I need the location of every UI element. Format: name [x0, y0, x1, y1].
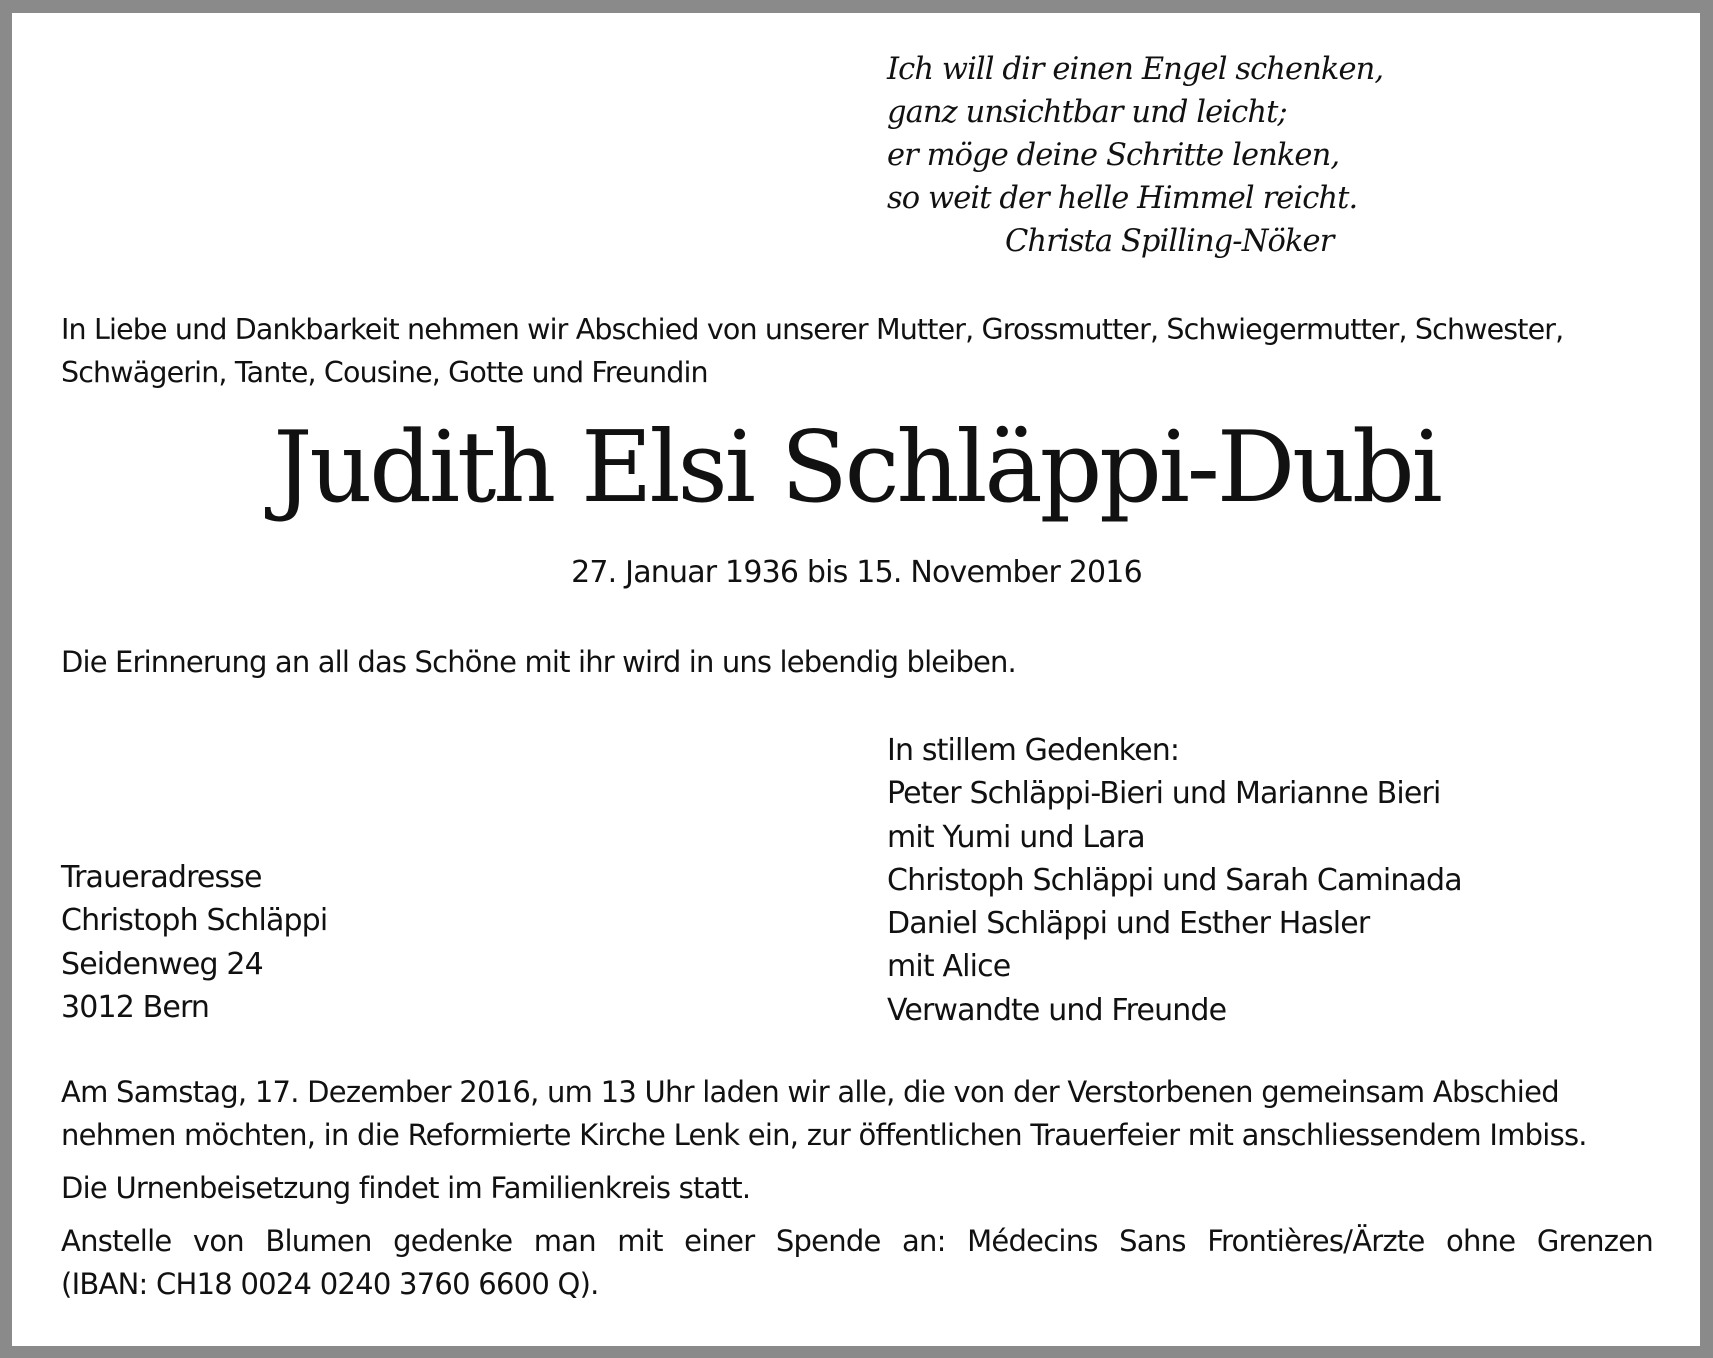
ceremony-line: nehmen möchten, in die Reformierte Kirche Lenk ein, zur öffentlichen Trauerfeier mit anschliessendem Imbiss.: [61, 1118, 1587, 1152]
notices: [61, 1071, 1653, 1316]
poem-author: Christa Spilling-Nöker: [1005, 224, 1334, 259]
mourner-line: Daniel Schläppi und Esther Hasler: [887, 906, 1370, 942]
intro-line: Schwägerin, Tante, Cousine, Gotte und Freundin: [61, 356, 708, 389]
poem-line: so weit der helle Himmel reicht.: [887, 181, 1358, 216]
intro-text: [61, 308, 1653, 394]
mourner-line: Verwandte und Freunde: [887, 992, 1227, 1028]
poem-line: er möge deine Schritte lenken,: [887, 138, 1340, 173]
poem-quote: [887, 48, 1383, 263]
burial-notice: [61, 1167, 1653, 1210]
address-street: Seidenweg 24: [61, 946, 263, 982]
address-heading: Traueradresse: [61, 860, 262, 895]
mourners-heading: In stillem Gedenken:: [887, 733, 1180, 768]
burial-line: Die Urnenbeisetzung findet im Familienkreis statt.: [61, 1171, 751, 1205]
address-name: Christoph Schläppi: [61, 903, 328, 939]
donation-iban: (IBAN: CH18 0024 0240 3760 6600 Q).: [61, 1267, 599, 1301]
donation-notice: [61, 1220, 1653, 1306]
mourner-line: mit Alice: [887, 949, 1011, 985]
deceased-name: Judith Elsi Schläppi-Dubi: [273, 411, 1440, 525]
ceremony-notice: [61, 1071, 1653, 1157]
mourner-line: mit Yumi und Lara: [887, 819, 1145, 855]
address-city: 3012 Bern: [61, 989, 210, 1025]
ceremony-line: Am Samstag, 17. Dezember 2016, um 13 Uhr laden wir alle, die von der Verstorbenen gemeinsam Abschied: [61, 1075, 1559, 1109]
life-dates: 27. Januar 1936 bis 15. November 2016: [571, 555, 1142, 590]
mourner-line: Christoph Schläppi und Sarah Caminada: [887, 862, 1462, 898]
donation-line: Anstelle von Blumen gedenke man mit einer Spende an: Médecins Sans Frontières/Ärzte ohne Grenzen: [61, 1224, 1653, 1258]
mourner-line: Peter Schläppi-Bieri und Marianne Bieri: [887, 776, 1441, 812]
poem-line: Ich will dir einen Engel schenken,: [887, 52, 1384, 87]
poem-line: ganz unsichtbar und leicht;: [887, 95, 1287, 130]
intro-line: In Liebe und Dankbarkeit nehmen wir Abschied von unserer Mutter, Grossmutter, Schwiegermutter, Schwester,: [61, 313, 1564, 346]
mourners-list: [887, 729, 1462, 1032]
memory-text: Die Erinnerung an all das Schöne mit ihr wird in uns lebendig bleiben.: [61, 645, 1016, 679]
mourning-address: [61, 856, 327, 1029]
